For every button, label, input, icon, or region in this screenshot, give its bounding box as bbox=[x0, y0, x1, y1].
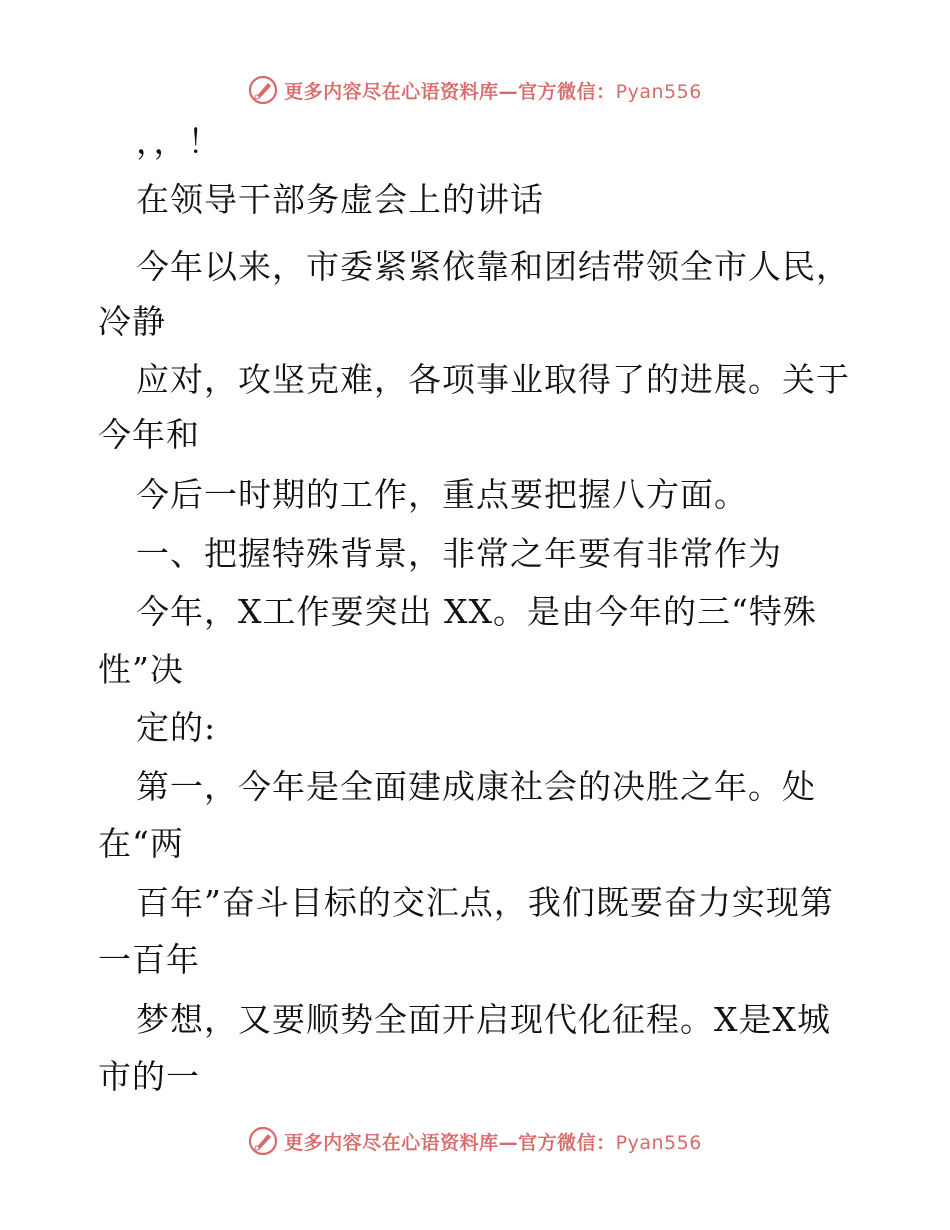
text-line: 梦想，又要顺势全面开启现代化征程。X是X城 bbox=[136, 1000, 831, 1039]
text-line: 今后一时期的工作，重点要把握八方面。 bbox=[136, 475, 748, 514]
watermark-text: 更多内容尽在心语资料库—官方微信：Pyan556 bbox=[284, 1131, 702, 1154]
text-line: 今年和 bbox=[98, 415, 200, 454]
header-watermark bbox=[0, 70, 950, 110]
text-line: 百年”奋斗目标的交汇点，我们既要奋力实现第 bbox=[136, 883, 834, 922]
pen-logo-icon bbox=[248, 75, 278, 105]
text-line: 市的一 bbox=[98, 1057, 200, 1096]
text-line: 一、把握特殊背景，非常之年要有非常作为 bbox=[136, 534, 782, 573]
text-line: 在“两 bbox=[98, 824, 184, 863]
text-line: 冷静 bbox=[98, 302, 166, 341]
text-line: 今年，X工作要突出 XX。是由今年的三“特殊 bbox=[136, 592, 817, 631]
text-line: 应对，攻坚克难，各项事业取得了的进展。关于 bbox=[136, 360, 850, 399]
text-line: 性”决 bbox=[98, 650, 184, 689]
text-line: 定的: bbox=[136, 708, 217, 747]
text-line: 第一，今年是全面建成康社会的决胜之年。处 bbox=[136, 767, 816, 806]
text-line: 在领导干部务虚会上的讲话 bbox=[136, 180, 544, 219]
text-line: ，，！ bbox=[136, 122, 222, 161]
footer-watermark bbox=[0, 1121, 950, 1161]
text-line: 一百年 bbox=[98, 940, 200, 979]
watermark-text: 更多内容尽在心语资料库—官方微信：Pyan556 bbox=[284, 80, 702, 103]
pen-logo-icon bbox=[248, 1126, 278, 1156]
text-line: 今年以来，市委紧紧依靠和团结带领全市人民， bbox=[136, 247, 850, 286]
